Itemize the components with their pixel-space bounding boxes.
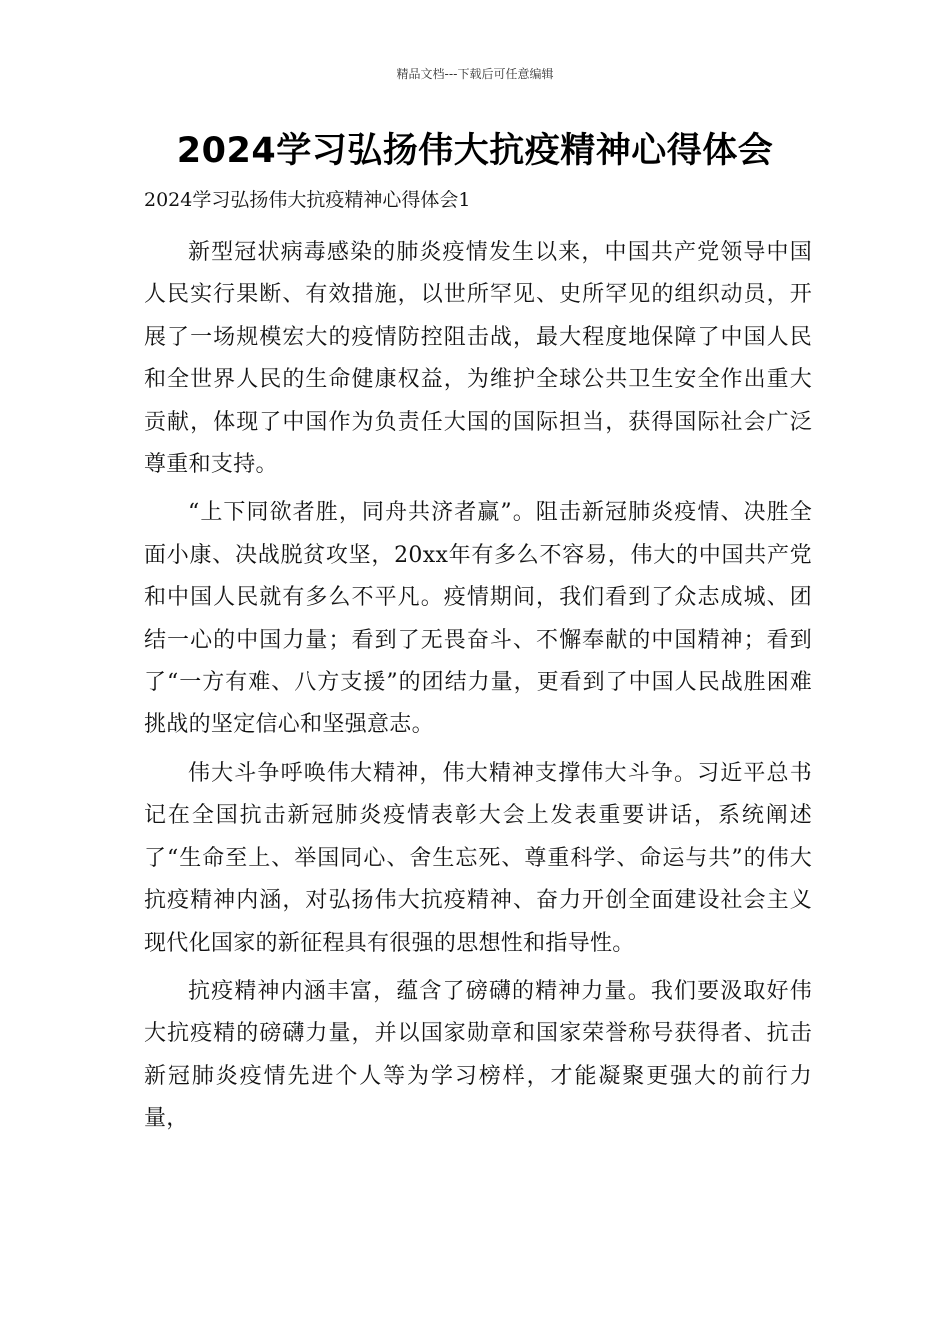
paragraph: 新型冠状病毒感染的肺炎疫情发生以来，中国共产党领导中国人民实行果断、有效措施，以世所罕见、史所罕见的组织动员，开展了一场规模宏大的疫情防控阻击战，最大程度地保障了中国人民和全世界人民的生命健康权益，为维护全球公共卫生安全作出重大贡献，体现了中国作为负责任大国的国际担当，获得国际社会广泛尊重和支持。 xyxy=(144,240,812,478)
document-subtitle: 2024学习弘扬伟大抗疫精神心得体会1 xyxy=(144,189,471,211)
document-title: 2024学习弘扬伟大抗疫精神心得体会 xyxy=(176,131,774,171)
paragraph: 抗疫精神内涵丰富，蕴含了磅礴的精神力量。我们要汲取好伟大抗疫精的磅礴力量，并以国家勋章和国家荣誉称号获得者、抗击新冠肺炎疫情先进个人等为学习榜样，才能凝聚更强大的前行力量， xyxy=(144,978,812,1132)
paragraph: “上下同欲者胜，同舟共济者赢”。阻击新冠肺炎疫情、决胜全面小康、决战脱贫攻坚，20xx年有多么不容易，伟大的中国共产党和中国人民就有多么不平凡。疫情期间，我们看到了众志成城、团结一心的中国力量；看到了无畏奋斗、不懈奉献的中国精神；看到了“一方有难、八方支援”的团结力量，更看到了中国人民战胜困难挑战的坚定信心和坚强意志。 xyxy=(144,500,812,738)
header-note: 精品文档---下载后可任意编辑 xyxy=(396,67,554,81)
paragraph: 伟大斗争呼唤伟大精神，伟大精神支撑伟大斗争。习近平总书记在全国抗击新冠肺炎疫情表彰大会上发表重要讲话，系统阐述了“生命至上、举国同心、舍生忘死、尊重科学、命运与共”的伟大抗疫精神内涵，对弘扬伟大抗疫精神、奋力开创全面建设社会主义现代化国家的新征程具有很强的思想性和指导性。 xyxy=(144,760,812,956)
document-body xyxy=(144,232,812,1147)
